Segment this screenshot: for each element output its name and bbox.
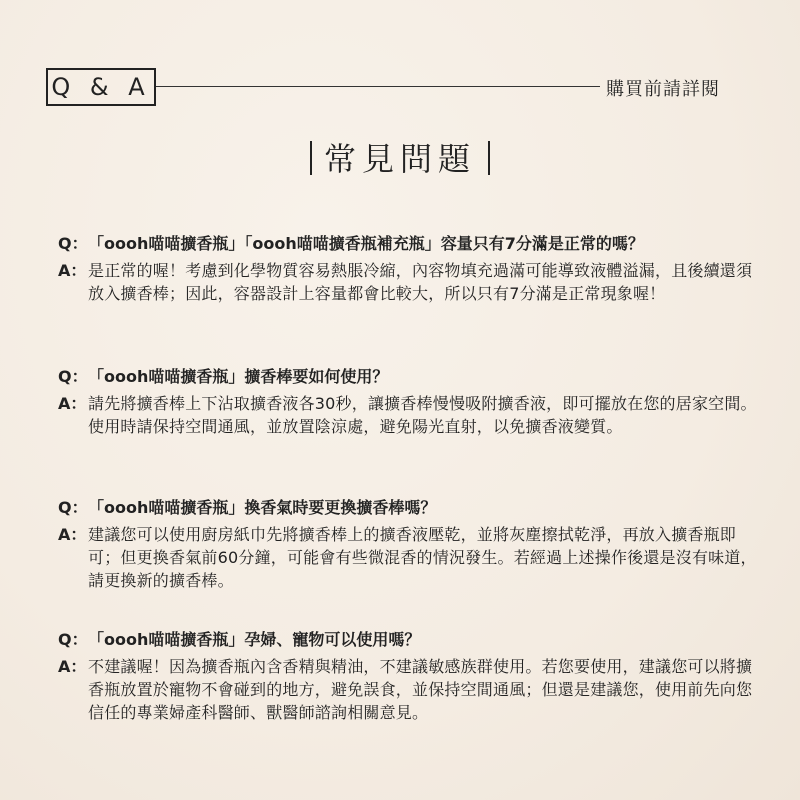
question-prefix: Q： [58, 630, 88, 649]
question-text: 「oooh喵喵擴香瓶」換香氣時要更換擴香棒嗎？ [88, 498, 437, 517]
question-text: 「oooh喵喵擴香瓶」「oooh喵喵擴香瓶補充瓶」容量只有7分滿是正常的嗎？ [88, 234, 644, 253]
answer-text: 不建議喔！因為擴香瓶內含香精與精油，不建議敏感族群使用。若您要使用，建議您可以將擴香瓶放置於寵物不會碰到的地方，避免誤食，並保持空間通風；但還是建議您，使用前先向您信任的專業婦產科醫師、獸醫師諮詢相關意見。 [88, 657, 753, 722]
faq-question [58, 232, 758, 255]
question-prefix: Q： [58, 367, 88, 386]
answer-prefix: A： [58, 657, 87, 676]
answer-text: 是正常的喔！考慮到化學物質容易熱脹冷縮，內容物填充過滿可能導致液體溢漏，且後續還須放入擴香棒；因此，容器設計上容量都會比較大，所以只有7分滿是正常現象喔！ [88, 261, 753, 303]
page-title-text: 常見問題 [323, 140, 476, 178]
faq-answer [58, 523, 758, 592]
question-prefix: Q： [58, 498, 88, 517]
faq-question [58, 365, 758, 388]
header-divider [156, 86, 600, 87]
faq-item [58, 232, 758, 305]
answer-prefix: A： [58, 394, 87, 413]
faq-answer [58, 392, 758, 438]
answer-prefix: A： [58, 261, 87, 280]
title-left-bar [310, 141, 312, 175]
answer-text: 建議您可以使用廚房紙巾先將擴香棒上的擴香液壓乾，並將灰塵擦拭乾淨，再放入擴香瓶即可；但更換香氣前60分鐘，可能會有些微混香的情況發生。若經過上述操作後還是沒有味道，請更換新的擴香棒。 [88, 525, 757, 590]
question-prefix: Q： [58, 234, 88, 253]
answer-prefix: A： [58, 525, 87, 544]
faq-item [58, 628, 758, 724]
faq-question [58, 496, 758, 519]
page-title [0, 134, 800, 180]
answer-text: 請先將擴香棒上下沾取擴香液各30秒，讓擴香棒慢慢吸附擴香液，即可擺放在您的居家空間。使用時請保持空間通風，並放置陰涼處，避免陽光直射，以免擴香液變質。 [88, 394, 757, 436]
question-text: 「oooh喵喵擴香瓶」擴香棒要如何使用？ [88, 367, 389, 386]
faq-question [58, 628, 758, 651]
header-note: 購買前請詳閱 [606, 79, 720, 100]
faq-answer [58, 655, 758, 724]
title-right-bar [488, 141, 490, 175]
faq-item [58, 496, 758, 592]
qa-badge: Q & A [46, 68, 156, 106]
question-text: 「oooh喵喵擴香瓶」孕婦、寵物可以使用嗎？ [88, 630, 421, 649]
faq-item [58, 365, 758, 438]
faq-answer [58, 259, 758, 305]
